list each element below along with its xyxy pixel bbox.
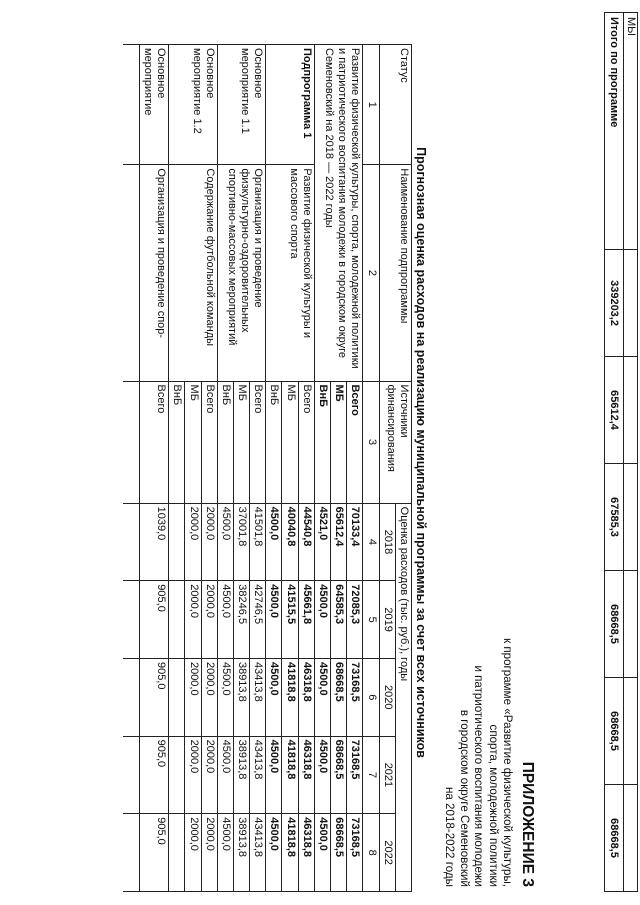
activity-name: Содержание футбольной команды (169, 165, 218, 381)
program-name: Развитие физической культуры, спорта, молодежной политики и патриотического воспитания молодежи в городском округе Семеновский на 2018 — 2022 годы (314, 45, 363, 382)
program-total-row (604, 13, 623, 892)
table-row (298, 45, 314, 892)
value-cell: 2000,0 (201, 736, 217, 814)
value-cell: 2000,0 (201, 503, 217, 581)
value-cell (169, 658, 185, 736)
value-cell: 4500,0 (266, 581, 282, 659)
header-status: Статус (379, 45, 411, 165)
value-cell: 4500,0 (314, 581, 330, 659)
program-total-value: 68668,5 (604, 571, 623, 678)
value-cell: 1039,0 (139, 503, 168, 581)
column-number: 5 (363, 581, 379, 659)
header-year: 2022 (379, 814, 395, 892)
value-cell: 41818,8 (282, 736, 298, 814)
value-cell: 41818,8 (282, 658, 298, 736)
value-cell: 2000,0 (185, 736, 201, 814)
table-row (250, 45, 266, 892)
value-cell: 905,0 (139, 581, 168, 659)
header-row (395, 45, 411, 892)
value-cell: 905,0 (139, 814, 168, 892)
value-cell: 43413,8 (250, 736, 266, 814)
header-year: 2018 (379, 503, 395, 581)
value-cell: 46318,8 (298, 736, 314, 814)
value-cell: 2000,0 (185, 581, 201, 659)
table-row (201, 45, 217, 892)
header-estimate: Оценка расходов (тыс. руб.), годы (395, 503, 411, 891)
value-cell: 2000,0 (201, 658, 217, 736)
value-cell: 72085,3 (347, 581, 363, 659)
value-cell: 38913,8 (233, 814, 249, 892)
header-source: Источники финансирования (379, 381, 411, 503)
source-cell: Всего (347, 381, 363, 503)
value-cell: 41515,5 (282, 581, 298, 659)
appendix-title: ПРИЛОЖЕНИЕ 3 (519, 761, 536, 887)
program-total-value: 68668,5 (604, 677, 623, 784)
column-number: 2 (363, 165, 379, 381)
value-cell: 44540,8 (298, 503, 314, 581)
value-cell: 38913,8 (233, 736, 249, 814)
table-row (139, 45, 168, 892)
value-cell: 70133,4 (347, 503, 363, 581)
value-cell: 4500,0 (314, 814, 330, 892)
program-total-value: 68668,5 (604, 784, 623, 891)
value-cell: 2000,0 (185, 658, 201, 736)
value-cell: 37001,8 (233, 503, 249, 581)
value-cell: 46318,8 (298, 658, 314, 736)
value-cell: 73168,5 (347, 736, 363, 814)
value-cell: 4500,0 (217, 503, 233, 581)
value-cell: 40040,8 (282, 503, 298, 581)
value-cell: 4500,0 (217, 814, 233, 892)
value-cell (169, 814, 185, 892)
source-cell: ВнБ (217, 381, 233, 503)
table-row (347, 45, 363, 892)
column-number: 8 (363, 814, 379, 892)
value-cell: 4500,0 (266, 814, 282, 892)
status-cell: Основное мероприятие 1.2 (169, 45, 218, 165)
value-cell: 38246,5 (233, 581, 249, 659)
prev-table-row (623, 13, 637, 892)
value-cell: 2000,0 (201, 814, 217, 892)
value-cell (169, 503, 185, 581)
activity-name: Организация и проведение физкультурно-оздоровительных спортивно-массовых мероприятий (217, 165, 266, 381)
value-cell: 68668,5 (331, 658, 347, 736)
value-cell (169, 581, 185, 659)
value-cell: 38913,8 (233, 658, 249, 736)
value-cell: 41818,8 (282, 814, 298, 892)
status-cell: Подпрограмма 1 (266, 45, 315, 165)
program-total-value: 65612,4 (604, 357, 623, 464)
column-number: 7 (363, 736, 379, 814)
source-cell: Всего (298, 381, 314, 503)
column-number: 1 (363, 45, 379, 165)
column-number: 4 (363, 503, 379, 581)
header-year: 2021 (379, 736, 395, 814)
source-cell: ВнБ (314, 381, 330, 503)
value-cell: 45661,8 (298, 581, 314, 659)
column-number: 6 (363, 658, 379, 736)
source-cell: МБ (282, 381, 298, 503)
prev-row-label: МЫ (623, 13, 637, 250)
subprogram-name: Развитие физической культуры и массового спорта (266, 165, 315, 381)
value-cell (169, 736, 185, 814)
column-number: 3 (363, 381, 379, 503)
value-cell: 68668,5 (331, 736, 347, 814)
value-cell: 43413,8 (250, 658, 266, 736)
source-cell: Всего (201, 381, 217, 503)
source-cell: ВнБ (266, 381, 282, 503)
value-cell: 4500,0 (314, 736, 330, 814)
value-cell: 905,0 (139, 658, 168, 736)
appendix-subtitle: к программе «Развитие физической культуры, спорта, молодежной политики и патриотического воспитания молодежи в городском округе Семеновский на 2018-2022 годы (443, 638, 514, 887)
source-cell: МБ (233, 381, 249, 503)
activity-name: Организация и проведение спор- (139, 165, 168, 381)
value-cell: 4500,0 (314, 658, 330, 736)
previous-table-tail (604, 12, 638, 892)
program-total-label: Итого по программе (604, 13, 623, 250)
value-cell: 65612,4 (331, 503, 347, 581)
value-cell: 4500,0 (217, 658, 233, 736)
value-cell: 68668,5 (331, 814, 347, 892)
value-cell: 2000,0 (185, 814, 201, 892)
value-cell: 4500,0 (217, 581, 233, 659)
value-cell: 4500,0 (266, 503, 282, 581)
source-cell: ВнБ (169, 381, 185, 503)
value-cell: 43413,8 (250, 814, 266, 892)
source-cell: Всего (139, 381, 168, 503)
expenditure-table (123, 44, 412, 892)
source-cell: Всего (250, 381, 266, 503)
column-number-row (363, 45, 379, 892)
value-cell: 4500,0 (217, 736, 233, 814)
value-cell: 4500,0 (266, 658, 282, 736)
source-cell: МБ (185, 381, 201, 503)
value-cell: 73168,5 (347, 658, 363, 736)
value-cell: 2000,0 (201, 581, 217, 659)
value-cell: 46318,8 (298, 814, 314, 892)
value-cell: 2000,0 (185, 503, 201, 581)
table-title: Прогнозная оценка расходов на реализацию муниципальной программы за счет всех источников (414, 147, 428, 758)
program-total-value: 67585,3 (604, 464, 623, 571)
header-name: Наименование подпрограммы (379, 165, 411, 381)
value-cell: 905,0 (139, 736, 168, 814)
value-cell: 73168,5 (347, 814, 363, 892)
value-cell: 4500,0 (266, 736, 282, 814)
source-cell: МБ (331, 381, 347, 503)
value-cell: 41501,8 (250, 503, 266, 581)
value-cell: 4521,0 (314, 503, 330, 581)
table-row-cut (123, 45, 140, 892)
status-cell: Основное мероприятие 1.1 (217, 45, 266, 165)
value-cell: 42746,5 (250, 581, 266, 659)
header-year: 2020 (379, 658, 395, 736)
header-year: 2019 (379, 581, 395, 659)
program-total-value: 339203,2 (604, 250, 623, 357)
status-cell: Основное мероприятие (139, 45, 168, 165)
value-cell: 64585,3 (331, 581, 347, 659)
